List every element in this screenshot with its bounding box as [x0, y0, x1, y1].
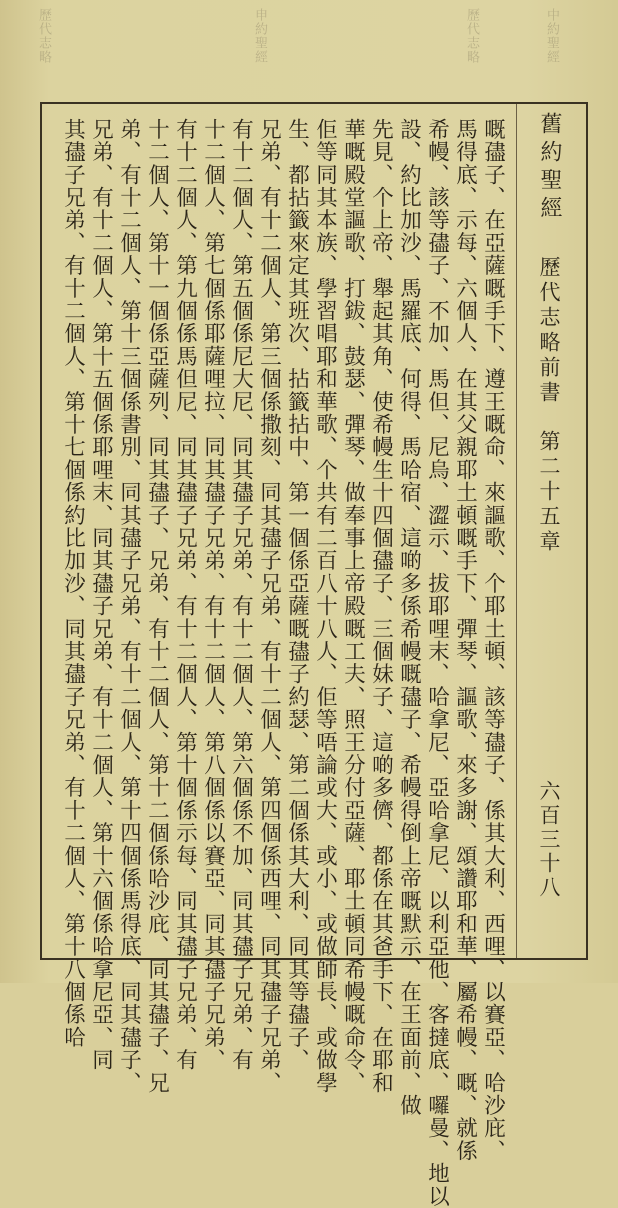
text-column-7: 佢等同其本族、學習唱耶和華歌、个共有二百八十八人、佢等唔論或大、或小、或做師長、或做學 — [312, 118, 338, 1095]
bleed-through-text-2: 歷代志略 — [464, 8, 479, 64]
text-column-8: 生、都拈籤來定其班次、拈籤拈中、第一個係亞薩嘅孻子約瑟、第二個係其大利、同其等孻子、 — [284, 118, 310, 1072]
bleed-through-text-4: 歷代志略 — [36, 8, 51, 64]
text-column-13: 十二個人、第十一個係亞薩列、同其孻子、兄弟、有十二個人、第十二個係哈沙庇、同其孻子、兄 — [144, 118, 170, 1095]
bleed-through-text-1: 中約聖經 — [544, 8, 559, 64]
text-column-14: 弟、有十二個人、第十三個係書別、同其孻子兄弟、有十二個人、第十四個係馬得底、同其孻子、 — [116, 118, 142, 1095]
chapter-label: 第二十五章 — [537, 430, 561, 555]
text-column-16: 其孻子兄弟、有十二個人、第十七個係約比加沙、同其孻子兄弟、有十二個人、第十八個係哈 — [60, 118, 86, 1049]
text-column-11: 十二個人、第七個係耶薩哩拉、同其孻子兄弟、有十二個人、第八個係以賽亞、同其孻子兄弟、 — [200, 118, 226, 1072]
text-column-2: 馬得底、示每、六個人、在其父親耶土頓嘅手下、彈琴、謳歌、來多謝、頌讚耶和華、屬希幔、嘅、就係 — [452, 118, 478, 1163]
text-column-5: 先見、个上帝、舉起其角、使希幔生十四個孻子、三個妹子、這啲多儕、都係在其爸手下、在耶和 — [368, 118, 394, 1095]
text-column-15: 兄弟、有十二個人、第十五個係耶哩末、同其孻子兄弟、有十二個人、第十六個係哈拿尼亞、同 — [88, 118, 114, 1072]
page-number: 六百三十八 — [537, 780, 561, 900]
text-column-10: 有十二個人、第五個係尼大尼、同其孻子兄弟、有十二個人、第六個係不加、同其孻子兄弟、有 — [228, 118, 254, 1072]
book-name: 歷代志略前書 — [537, 256, 561, 406]
text-column-6: 華嘅殿堂謳歌、打鈸、鼓瑟、彈琴、做奉事上帝殿嘅工夫、照王分付亞薩、耶土頓同希幔嘅命令、 — [340, 118, 366, 1095]
page-header — [518, 108, 578, 954]
text-column-1: 嘅孻子、在亞薩嘅手下、遵王嘅命、來謳歌、个耶土頓、該等孻子、係其大利、西哩、以賽亞、哈沙庇、 — [480, 118, 506, 1163]
text-column-4: 設、約比加沙、馬羅底、何得、馬哈宿、這啲多係希幔嘅孻子、希幔得倒上帝嘅默示、在王面前、做 — [396, 118, 422, 1117]
book-title: 舊約聖經 — [537, 112, 562, 224]
bleed-through-text-3: 申約聖經 — [252, 8, 267, 64]
text-column-9: 兄弟、有十二個人、第三個係撒刻、同其孻子兄弟、有十二個人、第四個係西哩、同其孻子兄弟、 — [256, 118, 282, 1095]
text-column-12: 有十二個人、第九個係馬但尼、同其孻子兄弟、有十二個人、第十個係示每、同其孻子兄弟、有 — [172, 118, 198, 1072]
text-column-3: 希幔、該等孻子、不加、馬但、尼烏、澀示、拔耶哩末、哈拿尼、亞哈拿尼、以利亞他、客撻底、囉曼、地以 — [424, 118, 450, 1208]
